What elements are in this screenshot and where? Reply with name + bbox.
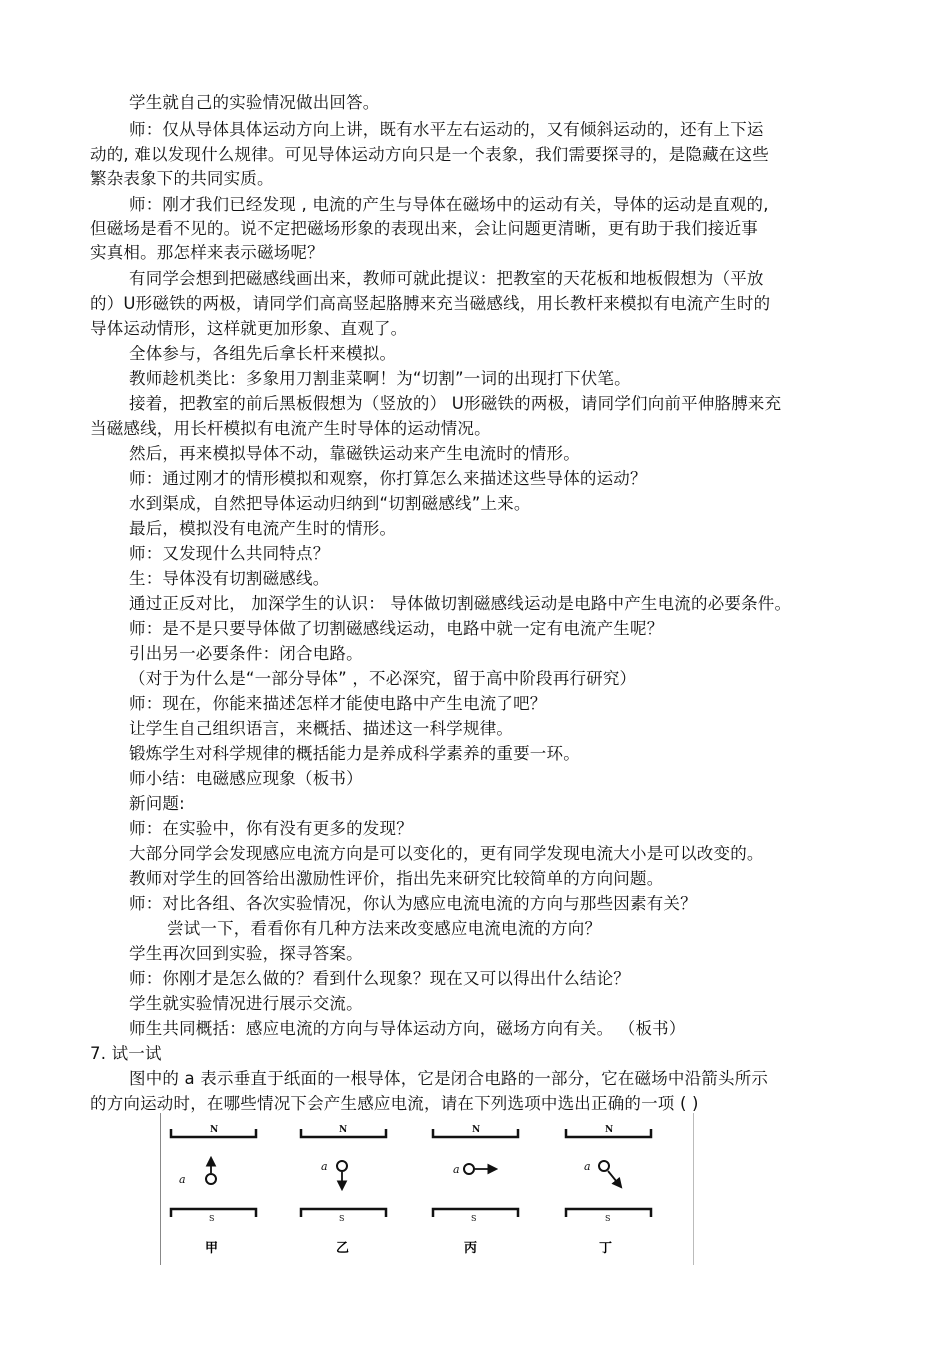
south-label: S	[209, 1214, 215, 1223]
text-line: 大部分同学会发现感应电流方向是可以变化的，更有同学发现电流大小是可以改变的。	[129, 844, 764, 863]
panel-yi	[301, 1125, 386, 1256]
text-line: 通过正反对比， 加深学生的认识： 导体做切割磁感线运动是电路中产生电流的必要条件。	[129, 594, 792, 613]
text-line: 让学生自己组织语言，来概括、描述这一科学规律。	[129, 719, 514, 738]
text-line: 新问题:	[129, 794, 185, 813]
text-line: 师：对比各组、各次实验情况，你认为感应电流电流的方向与那些因素有关？	[129, 894, 697, 913]
text-line: 导体运动情形，这样就更加形象、直观了。	[90, 319, 408, 338]
north-label: N	[210, 1125, 219, 1135]
conductor-circle	[337, 1161, 347, 1171]
text-line: 最后，模拟没有电流产生时的情形。	[129, 519, 397, 538]
induction-figure	[160, 1113, 694, 1265]
north-label: N	[339, 1125, 348, 1135]
south-label: S	[471, 1214, 477, 1223]
motion-arrow	[608, 1171, 621, 1187]
text-line: 繁杂表象下的共同实质。	[90, 169, 274, 188]
conductor-label: a	[321, 1160, 328, 1173]
south-label: S	[339, 1214, 345, 1223]
panel-caption: 丁	[599, 1241, 613, 1256]
text-line: 的方向运动时，在哪些情况下会产生感应电流，请在下列选项中选出正确的一项 ( )	[90, 1094, 699, 1113]
text-line: 生：导体没有切割磁感线。	[129, 569, 330, 588]
text-line: 然后，再来模拟导体不动，靠磁铁运动来产生电流时的情形。	[129, 444, 580, 463]
text-line: 尝试一下，看看你有几种方法来改变感应电流电流的方向？	[167, 919, 602, 938]
text-line: 接着，把教室的前后黑板假想为（竖放的） U形磁铁的两极，请同学们向前平伸胳膊来充	[129, 394, 782, 413]
text-line: 师：刚才我们已经发现 , 电流的产生与导体在磁场中的运动有关，导体的运动是直观的,	[129, 195, 769, 214]
text-line: 水到渠成，自然把导体运动归纳到“切割磁感线”上来。	[129, 494, 531, 513]
text-line: 师：又发现什么共同特点？	[129, 544, 330, 563]
text-line: 有同学会想到把磁感线画出来，教师可就此提议：把教室的天花板和地板假想为（平放	[129, 269, 764, 288]
panel-ding	[566, 1125, 651, 1256]
conductor-circle	[206, 1174, 216, 1184]
text-line: 学生就自己的实验情况做出回答。	[129, 93, 380, 112]
text-line: 学生再次回到实验，探寻答案。	[129, 944, 363, 963]
text-line: 的）U形磁铁的两极，请同学们高高竖起胳膊来充当磁感线，用长教杆来模拟有电流产生时的	[90, 294, 771, 313]
text-line: 但磁场是看不见的。说不定把磁场形象的表现出来，会让问题更清晰，更有助于我们接近事	[90, 219, 758, 238]
text-line: 教师趁机类比：多象用刀割韭菜啊！为“切割”一词的出现打下伏笔。	[129, 369, 631, 388]
panel-caption: 乙	[336, 1241, 350, 1256]
text-line: 当磁感线，用长杆模拟有电流产生时导体的运动情况。	[90, 419, 491, 438]
conductor-label: a	[453, 1163, 460, 1176]
panel-caption: 丙	[464, 1241, 478, 1256]
text-line: 师：在实验中，你有没有更多的发现？	[129, 819, 413, 838]
north-label: N	[605, 1125, 614, 1135]
text-line: 图中的 a 表示垂直于纸面的一根导体，它是闭合电路的一部分，它在磁场中沿箭头所示	[129, 1069, 769, 1088]
conductor-label: a	[179, 1173, 186, 1186]
section-heading: 7. 试一试	[90, 1044, 162, 1063]
panel-caption: 甲	[205, 1241, 219, 1256]
text-line: 师：现在，你能来描述怎样才能使电路中产生电流了吧？	[129, 694, 547, 713]
south-label: S	[605, 1214, 611, 1223]
north-label: N	[472, 1125, 481, 1135]
text-line: 教师对学生的回答给出激励性评价，指出先来研究比较简单的方向问题。	[129, 869, 664, 888]
text-line: 师小结：电磁感应现象（板书）	[129, 769, 363, 788]
text-line: 全体参与，各组先后拿长杆来模拟。	[129, 344, 397, 363]
text-line: 锻炼学生对科学规律的概括能力是养成科学素养的重要一环。	[129, 744, 580, 763]
text-line: 师：通过刚才的情形模拟和观察，你打算怎么来描述这些导体的运动？	[129, 469, 647, 488]
conductor-label: a	[584, 1160, 591, 1173]
text-line: 实真相。那怎样来表示磁场呢？	[90, 243, 324, 262]
conductor-circle	[599, 1161, 609, 1171]
text-line: 学生就实验情况进行展示交流。	[129, 994, 363, 1013]
text-line: 引出另一必要条件：闭合电路。	[129, 644, 363, 663]
text-line: 动的, 难以发现什么规律。可见导体运动方向只是一个表象，我们需要探寻的，是隐藏在这些	[90, 145, 769, 164]
text-line: 师：仅从导体具体运动方向上讲，既有水平左右运动的，又有倾斜运动的，还有上下运	[129, 120, 764, 139]
panel-jia	[171, 1125, 256, 1256]
text-line: 师：你刚才是怎么做的？看到什么现象？现在又可以得出什么结论？	[129, 969, 630, 988]
text-line: （对于为什么是“一部分导体” ，不必深究，留于高中阶段再行研究）	[129, 669, 637, 688]
text-line: 师：是不是只要导体做了切割磁感线运动，电路中就一定有电流产生呢？	[129, 619, 664, 638]
text-line: 师生共同概括：感应电流的方向与导体运动方向，磁场方向有关。 （板书）	[129, 1019, 686, 1038]
panel-bing	[433, 1125, 518, 1256]
conductor-circle	[464, 1164, 474, 1174]
